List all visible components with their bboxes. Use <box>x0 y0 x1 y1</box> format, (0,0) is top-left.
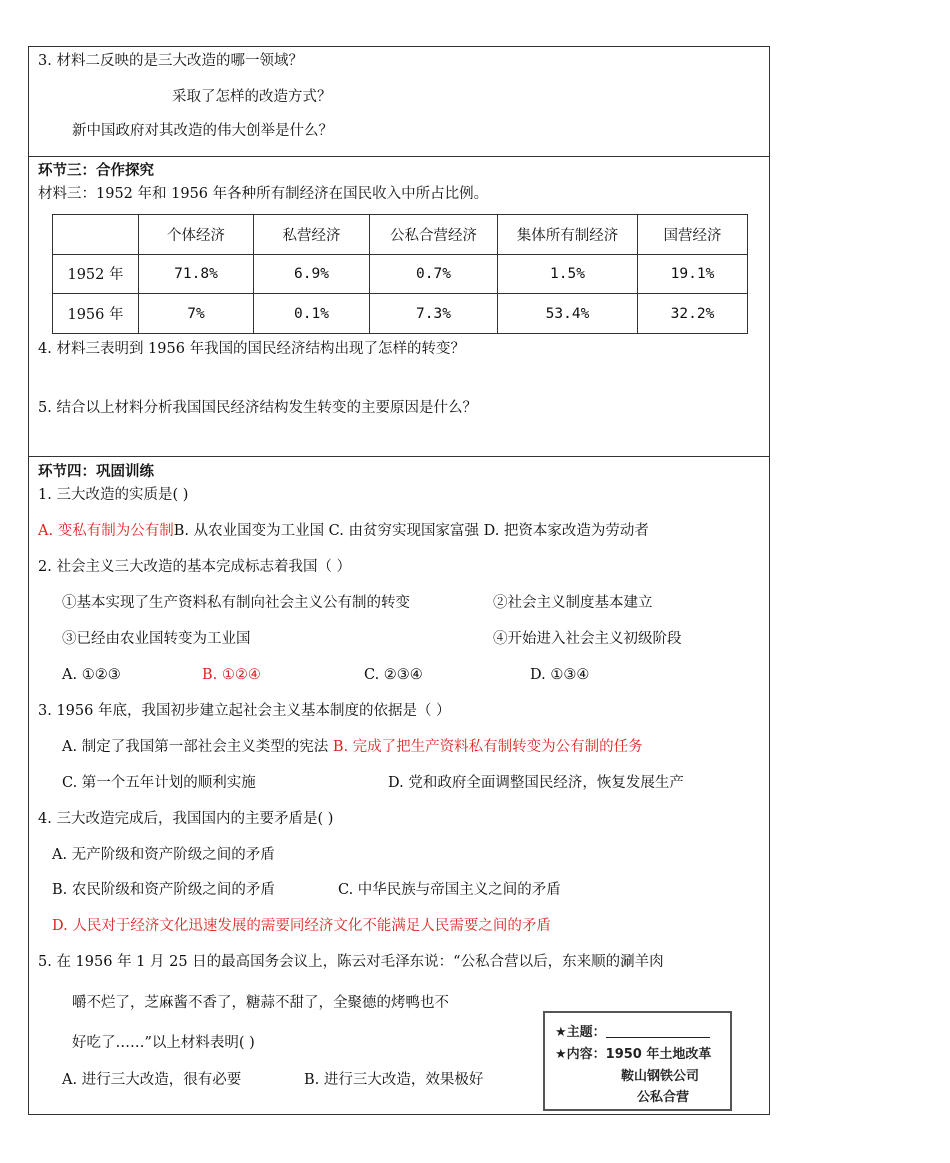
table-row <box>53 254 748 294</box>
exercise-3-option-a: A. 制定了我国第一部社会主义类型的宪法 <box>62 739 329 755</box>
section-3-question-4: 4. 材料三表明到 1956 年我国的国民经济结构出现了怎样的转变？ <box>38 341 466 357</box>
exercise-2-statement-1: ①基本实现了生产资料私有制向社会主义公有制的转变 <box>62 595 410 611</box>
exercise-5-line3: 好吃了……”以上材料表明( ) <box>72 1035 255 1051</box>
exercise-3-options-row1 <box>62 737 643 757</box>
exercise-4-option-d: D. 人民对于经济文化迅速发展的需要同经济文化不能满足人民需要之间的矛盾 <box>52 918 551 934</box>
economy-share-table <box>52 214 748 334</box>
section-divider <box>28 156 770 157</box>
section-divider <box>28 456 770 457</box>
exercise-4-option-b: B. 农民阶级和资产阶级之间的矛盾 <box>52 882 275 898</box>
section-3-question-5: 5. 结合以上材料分析我国国民经济结构发生转变的主要原因是什么？ <box>38 400 477 416</box>
table-header-cell: 个体经济 <box>139 215 254 255</box>
table-cell: 7% <box>139 294 254 334</box>
exercise-5-option-b: B. 进行三大改造，效果极好 <box>304 1072 484 1088</box>
table-cell: 1956 年 <box>53 294 139 334</box>
material-3-caption: 材料三：1952 年和 1956 年各种所有制经济在国民收入中所占比例。 <box>38 186 489 202</box>
table-header-cell <box>53 215 139 255</box>
table-cell: 1.5% <box>498 254 638 294</box>
section-4-title: 环节四：巩固训练 <box>38 464 154 480</box>
exercise-5-option-a: A. 进行三大改造，很有必要 <box>62 1072 242 1088</box>
exercise-3-option-d: D. 党和政府全面调整国民经济，恢复发展生产 <box>388 775 684 791</box>
stamp-theme-row <box>555 1023 710 1042</box>
question-3-line3: 新中国政府对其改造的伟大创举是什么？ <box>72 123 333 139</box>
table-cell: 19.1% <box>638 254 748 294</box>
exercise-3-stem: 3. 1956 年底，我国初步建立起社会主义基本制度的依据是（ ） <box>38 703 451 719</box>
table-header-cell: 公私合营经济 <box>370 215 498 255</box>
exercise-2-option-d: D. ①③④ <box>530 667 590 683</box>
exercise-2-stem: 2. 社会主义三大改造的基本完成标志着我国（ ） <box>38 559 352 575</box>
exercise-2-statement-4: ④开始进入社会主义初级阶段 <box>493 631 682 647</box>
table-cell: 0.1% <box>254 294 370 334</box>
exercise-1-options <box>38 521 649 541</box>
exercise-1-stem: 1. 三大改造的实质是( ) <box>38 487 189 503</box>
exercise-2-statement-3: ③已经由农业国转变为工业国 <box>62 631 251 647</box>
exercise-2-statement-2: ②社会主义制度基本建立 <box>493 595 653 611</box>
question-3-line2: 采取了怎样的改造方式？ <box>172 89 332 105</box>
question-3-line1: 3. 材料二反映的是三大改造的哪一领域？ <box>38 53 303 69</box>
table-header-cell: 集体所有制经济 <box>498 215 638 255</box>
exercise-2-option-b: B. ①②④ <box>202 667 261 683</box>
exercise-2-option-c: C. ②③④ <box>364 667 423 683</box>
table-cell: 0.7% <box>370 254 498 294</box>
table-cell: 32.2% <box>638 294 748 334</box>
theme-stamp-box <box>543 1011 732 1111</box>
table-header-cell: 私营经济 <box>254 215 370 255</box>
section-3-title: 环节三：合作探究 <box>38 163 154 179</box>
stamp-content-line2: 鞍山钢铁公司 <box>621 1069 700 1084</box>
exercise-3-option-b: B. 完成了把生产资料私有制转变为公有制的任务 <box>332 739 643 755</box>
stamp-theme-label: ★主题： <box>555 1025 606 1040</box>
stamp-content-label: ★内容：1950 年土地改革 <box>555 1047 712 1062</box>
table-cell: 71.8% <box>139 254 254 294</box>
exercise-3-option-c: C. 第一个五年计划的顺利实施 <box>62 775 256 791</box>
exercise-5-line1: 5. 在 1956 年 1 月 25 日的最高国务会议上，陈云对毛泽东说：“公私合营以后，东来顺的涮羊肉 <box>38 954 664 970</box>
table-cell: 7.3% <box>370 294 498 334</box>
exercise-1-answer: A. 变私有制为公有制 <box>38 523 174 539</box>
exercise-1-other-options: B. 从农业国变为工业国 C. 由贫穷实现国家富强 D. 把资本家改造为劳动者 <box>173 523 649 539</box>
table-cell: 6.9% <box>254 254 370 294</box>
exercise-4-stem: 4. 三大改造完成后，我国国内的主要矛盾是( ) <box>38 811 334 827</box>
exercise-4-option-a: A. 无产阶级和资产阶级之间的矛盾 <box>52 847 275 863</box>
table-cell: 1952 年 <box>53 254 139 294</box>
table-row <box>53 294 748 334</box>
table-cell: 53.4% <box>498 294 638 334</box>
exercise-2-option-a: A. ①②③ <box>62 667 121 683</box>
table-header-row <box>53 215 748 255</box>
exercise-5-line2: 嚼不烂了，芝麻酱不香了，糖蒜不甜了，全聚德的烤鸭也不 <box>72 995 449 1011</box>
stamp-content-line3: 公私合营 <box>637 1090 690 1105</box>
table-header-cell: 国营经济 <box>638 215 748 255</box>
stamp-theme-blank <box>606 1023 710 1038</box>
exercise-4-option-c: C. 中华民族与帝国主义之间的矛盾 <box>338 882 561 898</box>
